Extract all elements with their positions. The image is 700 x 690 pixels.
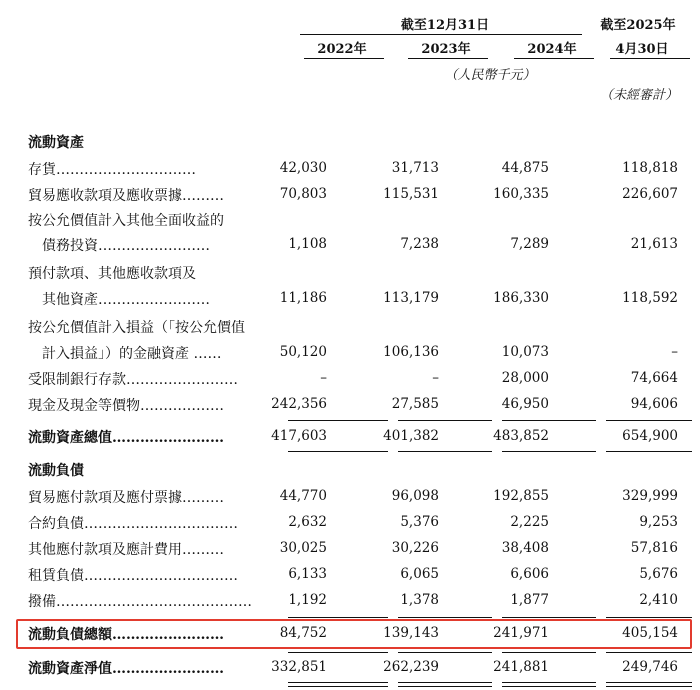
value-2022: 84,752 bbox=[279, 625, 327, 641]
value-2022: 242,356 bbox=[271, 396, 327, 412]
row-label: 租賃負債…………………………… bbox=[28, 568, 238, 584]
subtotal-line bbox=[398, 652, 492, 653]
unit-label: （人民幣千元） bbox=[444, 68, 536, 83]
value-2023: 115,531 bbox=[383, 186, 439, 202]
value-2022: 44,770 bbox=[279, 488, 327, 504]
row-label: 合約負債…………………………… bbox=[28, 516, 238, 532]
table-row bbox=[0, 207, 700, 233]
row-label: 貿易應收款項及應收票據……… bbox=[28, 188, 224, 204]
col2-underline bbox=[408, 58, 488, 59]
year-2022: 2022年 bbox=[317, 42, 367, 57]
total-underline bbox=[502, 451, 596, 452]
double-underline bbox=[502, 682, 596, 687]
value-2025: 118,592 bbox=[622, 290, 678, 306]
value-2024: 7,289 bbox=[510, 236, 549, 252]
value-2023: 6,065 bbox=[400, 566, 439, 582]
subtotal-line bbox=[398, 420, 492, 421]
table-row bbox=[0, 260, 700, 286]
value-2025: 57,816 bbox=[630, 540, 678, 556]
subtotal-line bbox=[606, 420, 692, 421]
row-label: 流動負債總額…………………… bbox=[28, 627, 224, 643]
value-2025: 329,999 bbox=[622, 488, 678, 504]
year-2024: 2024年 bbox=[527, 42, 577, 57]
value-2023: 5,376 bbox=[400, 514, 439, 530]
value-2023: 96,098 bbox=[391, 488, 439, 504]
value-2025: 118,818 bbox=[622, 160, 678, 176]
value-2022: 6,133 bbox=[288, 566, 327, 582]
value-2025: 5,676 bbox=[639, 566, 678, 582]
subtotal-line bbox=[398, 617, 492, 618]
table-row bbox=[0, 510, 700, 536]
table-row bbox=[0, 314, 700, 340]
value-2024: 186,330 bbox=[493, 290, 549, 306]
row-label: 債務投資…………………… bbox=[42, 238, 210, 254]
value-2024: 241,881 bbox=[493, 659, 549, 675]
table-row bbox=[0, 340, 700, 366]
value-2022: 417,603 bbox=[271, 428, 327, 444]
value-2024: 28,000 bbox=[501, 370, 549, 386]
value-2024: 241,971 bbox=[493, 625, 549, 641]
value-2023: 30,226 bbox=[391, 540, 439, 556]
row-label: 流動資產淨值…………………… bbox=[28, 661, 224, 677]
period-group-label: 截至12月31日 bbox=[400, 18, 490, 33]
value-2022: 1,108 bbox=[288, 236, 327, 252]
value-2025: 249,746 bbox=[622, 659, 678, 675]
value-2025: 21,613 bbox=[630, 236, 678, 252]
value-2023: 7,238 bbox=[400, 236, 439, 252]
value-2023: – bbox=[432, 370, 439, 386]
year-2023: 2023年 bbox=[421, 42, 471, 57]
subtotal-line bbox=[288, 652, 388, 653]
highlight-box bbox=[16, 619, 692, 649]
period-2025-line2: 4月30日 bbox=[615, 42, 669, 57]
table-row bbox=[0, 286, 700, 312]
row-label: 撥備…………………………………… bbox=[28, 594, 252, 610]
table-row bbox=[0, 562, 700, 588]
value-2022: – bbox=[320, 370, 327, 386]
section-current-liabilities: 流動負債 bbox=[28, 463, 84, 479]
value-2025: 405,154 bbox=[622, 625, 678, 641]
table-row bbox=[0, 156, 700, 182]
value-2022: 50,120 bbox=[279, 344, 327, 360]
value-2022: 2,632 bbox=[288, 514, 327, 530]
row-label: 貿易應付款項及應付票據……… bbox=[28, 490, 224, 506]
table-row bbox=[0, 536, 700, 562]
value-2022: 1,192 bbox=[288, 592, 327, 608]
row-label: 現金及現金等價物……………… bbox=[28, 398, 224, 414]
value-2023: 1,378 bbox=[400, 592, 439, 608]
double-underline bbox=[398, 682, 492, 687]
double-underline bbox=[288, 682, 388, 687]
total-underline bbox=[288, 451, 388, 452]
header-underline bbox=[300, 34, 582, 35]
value-2022: 11,186 bbox=[279, 290, 327, 306]
subtotal-line bbox=[288, 420, 388, 421]
value-2025: 2,410 bbox=[639, 592, 678, 608]
table-row bbox=[0, 588, 700, 614]
row-label: 受限制銀行存款…………………… bbox=[28, 372, 238, 388]
unaudited-label: （未經審計） bbox=[599, 88, 678, 103]
value-2024: 2,225 bbox=[510, 514, 549, 530]
value-2024: 38,408 bbox=[501, 540, 549, 556]
value-2024: 10,073 bbox=[501, 344, 549, 360]
subtotal-line bbox=[288, 617, 388, 618]
subtotal-line bbox=[502, 617, 596, 618]
value-2024: 46,950 bbox=[501, 396, 549, 412]
value-2023: 139,143 bbox=[383, 625, 439, 641]
row-label: 其他應付款項及應計費用……… bbox=[28, 542, 224, 558]
value-2025: – bbox=[671, 344, 678, 360]
row-label: 其他資產…………………… bbox=[42, 292, 210, 308]
value-2023: 113,179 bbox=[383, 290, 439, 306]
value-2022: 332,851 bbox=[271, 659, 327, 675]
value-2023: 27,585 bbox=[391, 396, 439, 412]
value-2022: 42,030 bbox=[279, 160, 327, 176]
row-label: 存貨………………………… bbox=[28, 162, 196, 178]
subtotal-line bbox=[502, 420, 596, 421]
table-row-total bbox=[0, 424, 700, 450]
period-2025-line1: 截至2025年 bbox=[600, 18, 676, 33]
table-row bbox=[0, 392, 700, 418]
value-2024: 160,335 bbox=[493, 186, 549, 202]
row-label: 按公允價值計入損益（「按公允價值 bbox=[28, 320, 245, 336]
table-row bbox=[0, 182, 700, 208]
row-label: 計入損益」）的金融資產 …… bbox=[42, 346, 222, 362]
value-2025: 654,900 bbox=[622, 428, 678, 444]
section-current-assets: 流動資產 bbox=[28, 135, 84, 151]
table-row bbox=[0, 484, 700, 510]
row-label: 按公允價值計入其他全面收益的 bbox=[28, 213, 224, 229]
total-underline bbox=[606, 451, 692, 452]
table-row-net-current-assets bbox=[0, 655, 700, 681]
value-2025: 226,607 bbox=[622, 186, 678, 202]
value-2024: 44,875 bbox=[501, 160, 549, 176]
value-2022: 70,803 bbox=[279, 186, 327, 202]
value-2025: 74,664 bbox=[630, 370, 678, 386]
col3-underline bbox=[514, 58, 594, 59]
value-2023: 262,239 bbox=[383, 659, 439, 675]
col4-underline bbox=[610, 58, 690, 59]
table-row bbox=[0, 366, 700, 392]
row-label: 預付款項、其他應收款項及 bbox=[28, 266, 196, 282]
subtotal-line bbox=[606, 652, 692, 653]
value-2024: 6,606 bbox=[510, 566, 549, 582]
value-2023: 31,713 bbox=[391, 160, 439, 176]
value-2024: 1,877 bbox=[510, 592, 549, 608]
double-underline bbox=[606, 682, 692, 687]
subtotal-line bbox=[606, 617, 692, 618]
row-label: 流動資產總值…………………… bbox=[28, 430, 224, 446]
value-2025: 94,606 bbox=[630, 396, 678, 412]
value-2025: 9,253 bbox=[639, 514, 678, 530]
value-2023: 106,136 bbox=[383, 344, 439, 360]
value-2024: 483,852 bbox=[493, 428, 549, 444]
total-underline bbox=[398, 451, 492, 452]
value-2022: 30,025 bbox=[279, 540, 327, 556]
col1-underline bbox=[304, 58, 384, 59]
value-2024: 192,855 bbox=[493, 488, 549, 504]
value-2023: 401,382 bbox=[383, 428, 439, 444]
table-row bbox=[0, 232, 700, 258]
subtotal-line bbox=[502, 652, 596, 653]
